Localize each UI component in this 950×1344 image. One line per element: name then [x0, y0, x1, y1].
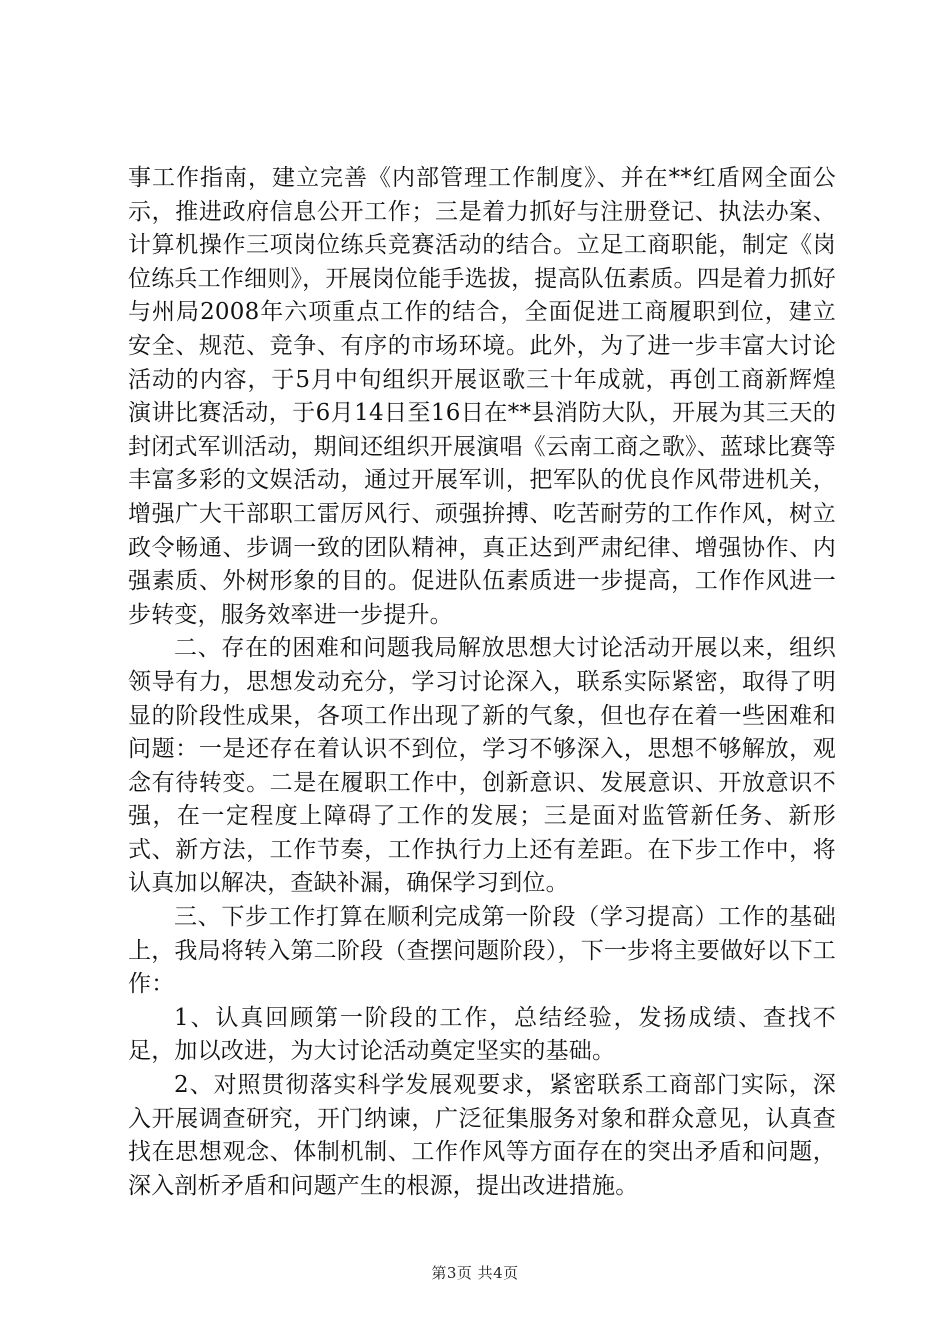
paragraph-item-two: 2、对照贯彻落实科学发展观要求，紧密联系工商部门实际，深入开展调查研究，开门纳谏，广泛征集服务对象和群众意见，认真查找在思想观念、体制机制、工作作风等方面存在的突出矛盾和问题，深入剖析矛盾和问题产生的根源，提出改进措施。: [128, 1072, 836, 1199]
paragraph-item-one: 1、认真回顾第一阶段的工作，总结经验，发扬成绩、查找不足，加以改进，为大讨论活动奠定坚实的基础。: [128, 1004, 836, 1065]
document-body: [128, 162, 836, 1203]
page-number-footer: 第3页 共4页: [431, 1264, 519, 1282]
paragraph-section-three: 三、下步工作打算在顺利完成第一阶段（学习提高）工作的基础上，我局将转入第二阶段（查摆问题阶段），下一步将主要做好以下工作：: [128, 904, 836, 998]
paragraph-section-two: 二、存在的困难和问题我局解放思想大讨论活动开展以来，组织领导有力，思想发动充分，学习讨论深入，联系实际紧密，取得了明显的阶段性成果，各项工作出现了新的气象，但也存在着一些困难和问题：一是还存在着认识不到位，学习不够深入，思想不够解放，观念有待转变。二是在履职工作中，创新意识、发展意识、开放意识不强，在一定程度上障碍了工作的发展；三是面对监管新任务、新形式、新方法，工作节奏，工作执行力上还有差距。在下步工作中，将认真加以解决，查缺补漏，确保学习到位。: [128, 635, 836, 897]
paragraph-continuation: 事工作指南，建立完善《内部管理工作制度》、并在**红盾网全面公示，推进政府信息公开工作；三是着力抓好与注册登记、执法办案、计算机操作三项岗位练兵竞赛活动的结合。立足工商职能，制定《岗位练兵工作细则》，开展岗位能手选拔，提高队伍素质。四是着力抓好与州局2008年六项重点工作的结合，全面促进工商履职到位，建立安全、规范、竞争、有序的市场环境。此外，为了进一步丰富大讨论活动的内容，于5月中旬组织开展讴歌三十年成就，再创工商新辉煌演讲比赛活动，于6月14日至16日在**县消防大队，开展为其三天的封闭式军训活动，期间还组织开展演唱《云南工商之歌》、蓝球比赛等丰富多彩的文娱活动，通过开展军训，把军队的优良作风带进机关，增强广大干部职工雷厉风行、顽强拚搏、吃苦耐劳的工作作风，树立政令畅通、步调一致的团队精神，真正达到严肃纪律、增强协作、内强素质、外树形象的目的。促进队伍素质进一步提高，工作作风进一步转变，服务效率进一步提升。: [128, 165, 836, 628]
